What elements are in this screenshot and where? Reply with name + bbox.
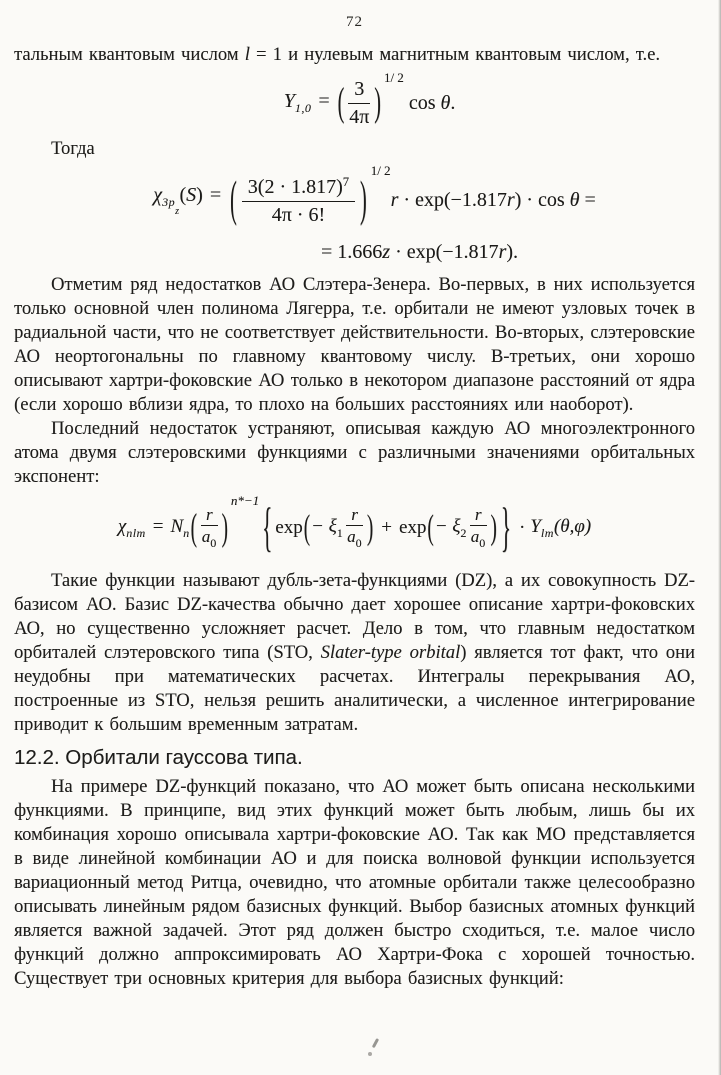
denominator-a0 xyxy=(347,526,362,550)
formula-tail xyxy=(404,92,456,115)
subscript-1: 1 xyxy=(336,525,344,540)
numerator-r: r xyxy=(470,506,487,527)
left-paren: ( xyxy=(230,172,237,228)
argument-S: S xyxy=(186,183,197,206)
denominator-a0 xyxy=(471,526,486,550)
subscript-z: z xyxy=(175,205,180,217)
scan-artifact-speck xyxy=(372,1038,379,1048)
right-brace: } xyxy=(500,496,511,558)
exponent-argument xyxy=(311,516,343,541)
formula-lhs xyxy=(118,516,190,541)
cos-function: ) · cos xyxy=(514,188,570,211)
left-paren: ( xyxy=(190,507,197,549)
left-paren: ( xyxy=(337,81,345,125)
denominator: 4π xyxy=(349,106,370,128)
equals-sign: = xyxy=(152,515,164,537)
text-run: ) является тот факт, что они неудобны при математических расчетах. Интегралы перекрывания АО, построенные из STO, нельзя решить аналитически, а численное интегрирование приводит к большим временным затратам. xyxy=(14,642,695,735)
open-paren: ( xyxy=(179,183,187,206)
paragraph-gaussian-orbitals: На примере DZ-функций показано, что АО может быть описана несколькими функциями. В принципе, вид этих функций может быть любым, лишь бы их комбинация хорошо описывала хартри-фоковские АО. Так как МО представляется в виде линейной комбинации АО и для поиска волновой функции используется вариационный метод Ритца, очевидно, что атомные орбитали также целесообразно описывать линейным рядом базисных функций. Выбор базисных атомных функций является важной задачей. Этот ряд должен быстро сходиться, т.е. малое число функций должно аппроксимировать АО Хартри-Фока с хорошей точностью. Существует три основных критерия для выбора базисных функций: xyxy=(14,776,695,989)
r-variable: r xyxy=(506,188,515,211)
theta-variable: θ xyxy=(440,91,451,114)
a-symbol: a xyxy=(201,527,211,547)
subscript-nlm: nlm xyxy=(126,525,146,540)
exponent-one-half: 1/ 2 xyxy=(370,163,391,178)
paragraph-double-zeta-intro: Последний недостаток устраняют, описывая каждую АО многоэлектронного атома двумя слэтеровскими функциями с различными значениями орбитальных экспонент: xyxy=(14,418,695,487)
fraction xyxy=(242,174,355,227)
subscript-2: 2 xyxy=(460,525,467,540)
denominator: 4π · 6! xyxy=(271,203,326,226)
r-variable: r xyxy=(498,240,507,263)
formula-result xyxy=(321,241,518,264)
formula-slater-orbital-line1 xyxy=(34,164,715,236)
numerator-r: r xyxy=(346,506,363,527)
section-heading-12-2: 12.2. Орбитали гауссова типа. xyxy=(14,746,303,769)
subscript-0: 0 xyxy=(210,536,217,551)
r-variable: r xyxy=(390,188,399,211)
page-number: 72 xyxy=(346,14,363,30)
formula-tail xyxy=(391,189,596,212)
plus-sign: + xyxy=(381,517,392,538)
coefficient: = 1.666 xyxy=(320,240,383,263)
right-paren: ) xyxy=(374,81,381,125)
paragraph-togda: Тогда xyxy=(51,138,95,159)
subscript-n: n xyxy=(183,525,190,540)
Y-symbol: Y xyxy=(530,515,541,537)
minus-xi: − ξ xyxy=(311,515,337,537)
fraction-r-a0 xyxy=(201,506,218,551)
exponent-argument xyxy=(435,516,467,541)
denominator-a0 xyxy=(202,526,217,550)
text-run: тальным квантовым числом xyxy=(14,44,245,65)
fraction xyxy=(348,77,370,129)
equals-sign: = xyxy=(209,183,222,206)
close-paren: ) xyxy=(196,183,203,206)
numerator-r: r xyxy=(201,506,218,527)
a-symbol: a xyxy=(347,527,356,547)
numerator-base: 3(2 · 1.817) xyxy=(247,175,343,198)
chi-symbol: χ xyxy=(153,183,163,206)
theta-variable: θ xyxy=(569,188,580,211)
exp-term: · exp(−1.817 xyxy=(390,240,499,263)
numerator: 3 xyxy=(348,77,370,104)
close-period: ). xyxy=(506,240,519,263)
paragraph-continuation xyxy=(14,43,695,67)
right-paren: ) xyxy=(490,508,497,548)
right-paren: ) xyxy=(366,508,374,548)
variable-l: l xyxy=(244,44,250,65)
exp-function: exp xyxy=(275,517,303,538)
numerator xyxy=(242,174,355,202)
chi-symbol: χ xyxy=(117,515,127,537)
right-paren: ) xyxy=(221,507,228,549)
multiplication-dot: · xyxy=(518,517,526,538)
text-run: = 1 и нулевым магнитным квантовым числом, т.е. xyxy=(249,44,661,65)
a-symbol: a xyxy=(470,527,480,547)
paragraph-slater-drawbacks: Отметим ряд недостатков АО Слэтера-Зенера. Во-первых, в них используется только основной член полинома Лягерра, т.е. орбитали не имеют узловых точек в радиальной части, что не соответствует действительности. Во-вторых, слэтеровские АО неортогональны по главному квантовому числу. В-третьих, они хорошо описывают хартри-фоковские АО только в некотором диапазоне расстояний от ядра (если хорошо вблизи ядра, то плохо на больших расстояниях или наоборот). xyxy=(14,274,695,415)
left-brace: { xyxy=(262,496,273,558)
fraction-r-a0 xyxy=(346,506,363,551)
subscript-0: 0 xyxy=(355,536,363,551)
exponent-n-star-minus-1: n*−1 xyxy=(230,493,260,508)
formula-double-zeta xyxy=(14,494,695,562)
formula-slater-orbital-line2 xyxy=(79,238,721,266)
fraction-r-a0 xyxy=(470,506,487,551)
equals-sign: = xyxy=(318,90,330,112)
exponent-one-half: 1/ 2 xyxy=(383,70,404,85)
subscript-3p: 3p xyxy=(162,194,176,209)
exponent-7: 7 xyxy=(342,174,350,189)
subscript: 1,0 xyxy=(294,101,312,115)
left-paren: ( xyxy=(303,508,311,548)
exp-term: · exp(−1.817 xyxy=(398,188,507,211)
minus-xi: − ξ xyxy=(434,515,461,537)
text-run: Такие функции называют дубль-зета-функциями (DZ), а их совокупность DZ-базисом АО. Базис DZ-качества обычно дает хорошее описание хартри-фоковских АО, но существенно усложняет расчет. Дело в том, что главным недостатком орбиталей слэтеровского типа (STO, xyxy=(14,570,695,663)
subscript-0: 0 xyxy=(479,536,486,551)
spherical-harmonic-term xyxy=(530,516,591,541)
formula-spherical-harmonic xyxy=(29,71,710,135)
formula-lhs xyxy=(284,90,337,116)
theta-phi-argument: (θ,φ) xyxy=(553,515,592,537)
paragraph-dz-basis xyxy=(14,569,695,737)
italic-term-slater-type-orbital: Slater-type orbital xyxy=(320,642,461,663)
period: . xyxy=(450,91,456,114)
subscript-lm: lm xyxy=(540,525,554,540)
z-variable: z xyxy=(382,240,391,263)
symbol-Y: Y xyxy=(283,90,295,112)
right-paren: ) xyxy=(360,172,367,228)
formula-lhs xyxy=(153,184,228,217)
left-paren: ( xyxy=(427,508,434,548)
cos-function: cos xyxy=(403,91,441,114)
scan-artifact-speck xyxy=(368,1052,372,1056)
equals-sign: = xyxy=(579,188,596,211)
normalization-N: N xyxy=(170,515,184,537)
exp-function: exp xyxy=(398,517,427,538)
subscript-3pz xyxy=(162,194,180,217)
